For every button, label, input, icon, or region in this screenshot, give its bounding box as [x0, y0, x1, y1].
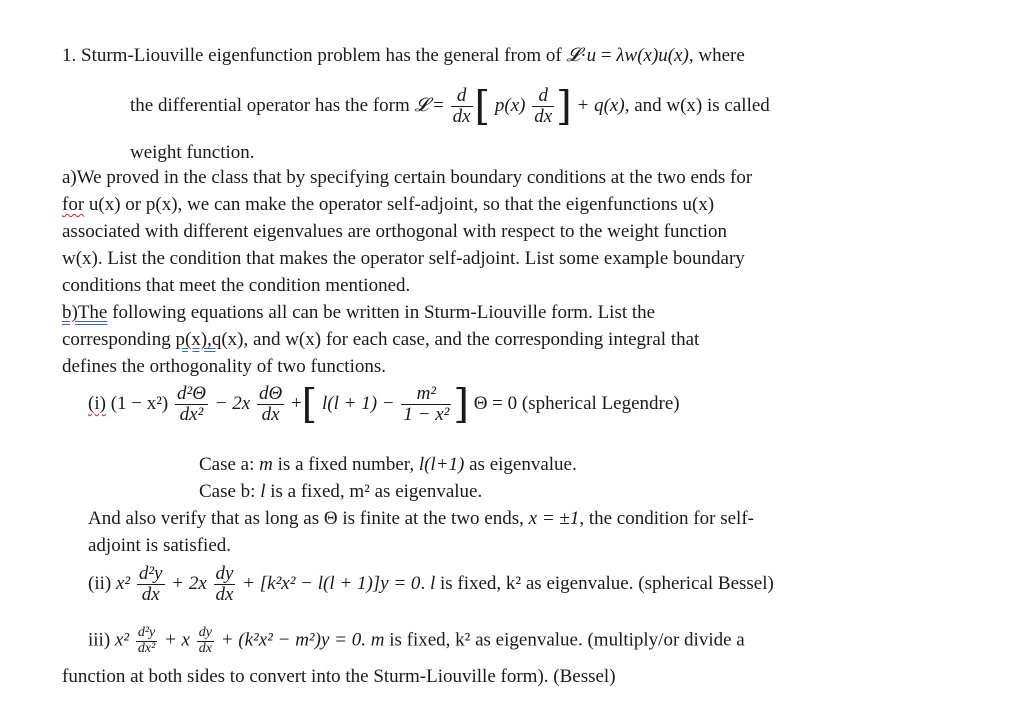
- case-a-m: m: [259, 454, 273, 475]
- part-b-line-2-post: (x), and w(x) for each case, and the corresponding integral that: [221, 329, 700, 350]
- part-b-line-1: [62, 299, 655, 326]
- part-a-line-5: conditions that meet the condition mentioned.: [62, 275, 411, 296]
- eq-ii-l: l: [429, 572, 436, 594]
- case-a: Case a: m is a fixed number, l(l+1) as eigenvalue.: [199, 454, 577, 475]
- eq-iii-label: iii): [88, 629, 115, 651]
- eq-i-name: (spherical Legendre): [517, 392, 680, 414]
- eq-iii-plus-x: + x: [163, 629, 190, 651]
- eq-ii-label: (ii): [88, 572, 116, 594]
- eq-i-l-term: l(l + 1) −: [322, 392, 395, 414]
- p-of-x: p(x): [494, 94, 526, 116]
- verify-line-2: adjoint is satisfied.: [88, 535, 232, 556]
- eq-i-left-bracket: [: [301, 381, 318, 428]
- weight-function-line: weight function.: [130, 142, 255, 163]
- q-term: + q(x): [576, 94, 625, 116]
- case-a-eigen: l(l+1): [418, 454, 465, 475]
- part-a-for-word: for: [62, 194, 85, 215]
- eq-iii-rest: + (k²x² − m²)y = 0.: [220, 629, 371, 651]
- rhs: w(x)u(x): [624, 45, 689, 66]
- eq-iii-x2: x²: [114, 629, 130, 651]
- eq-ii-first-derivative: $\frac{dy}{dx}$: [215, 563, 234, 605]
- eq-i-minus-2x: − 2x: [214, 392, 251, 414]
- eq-i-second-derivative: $\frac{\text{d²Θ}}{\text{dx²}}$: [177, 383, 206, 425]
- part-a-line-2: [62, 191, 714, 218]
- eq-iii-m: m: [370, 629, 385, 651]
- equals-2: =: [428, 94, 449, 116]
- eq-i-first-derivative: $\frac{d\Theta}{dx}$: [258, 383, 283, 425]
- part-b-pq: p(x),q: [175, 329, 222, 350]
- operator-text: the differential operator has the form: [130, 94, 415, 116]
- equals: =: [596, 45, 617, 66]
- part-b-line-3: defines the orthogonality of two functions.: [62, 356, 386, 377]
- part-b-line-1-text: following equations all can be written in Sturm-Liouville form. List the: [107, 302, 656, 323]
- operator-definition-line: [130, 83, 770, 130]
- eq-ii-second-derivative: $\frac{\text{d²y}}{dx}$: [138, 563, 163, 605]
- part-a-line-2-text: u(x) or p(x), we can make the operator self-adjoint, so that the eigenfunctions u(x): [84, 194, 715, 215]
- part-a-line-4: w(x). List the condition that makes the operator self-adjoint. List some example boundary: [62, 248, 745, 269]
- part-a-line-1: a)We proved in the class that by specifying certain boundary conditions at the two ends for: [62, 167, 753, 188]
- eq-i-plus: +: [290, 392, 302, 414]
- d-dx-fraction-inner: $\frac{d}{dx}$: [534, 85, 553, 127]
- part-b-label: b)The: [62, 302, 108, 323]
- eq-iii-second-derivative: $\frac{\text{d²y}}{\text{dx²}}$: [137, 625, 156, 656]
- operator-symbol-2: 𝓛: [414, 94, 429, 116]
- operator-symbol: 𝓛: [566, 45, 581, 66]
- operator-suffix: , and w(x) is called: [624, 94, 770, 116]
- x-plus-minus-one: x = ±1: [528, 508, 580, 529]
- eq-i-coef: (1 − x²): [110, 392, 169, 414]
- equation-ii: (ii) x² $\frac{\text{d²y}}{dx}$ + 2x $\frac{dy}{dx}$ + [k²x² − l(l + 1)]y = 0. l is fixed, k² as eigenvalue. (spherical Bessel): [88, 563, 774, 605]
- d-dx-fraction: $\frac{d}{dx}$: [452, 85, 471, 127]
- equation-iii-line-2: function at both sides to convert into the Sturm-Liouville form). (Bessel): [62, 666, 616, 687]
- eq-iii-description: is fixed, k² as eigenvalue. (multiply/or divide a: [384, 629, 745, 651]
- theta-symbol: Θ: [323, 508, 338, 529]
- eq-iii-first-derivative: $\frac{dy}{dx}$: [198, 625, 212, 656]
- equation-i: [88, 381, 680, 428]
- lambda: λ: [616, 45, 625, 66]
- dot-operator: ·: [580, 45, 587, 66]
- part-a-line-3: associated with different eigenvalues are orthogonal with respect to the weight function: [62, 221, 727, 242]
- part-b-line-2: [62, 326, 699, 353]
- case-b: Case b: l is a fixed, m² as eigenvalue.: [199, 481, 483, 502]
- equation-iii: [88, 626, 745, 656]
- eq-i-tail: Θ = 0: [473, 392, 518, 414]
- intro-text: 1. Sturm-Liouville eigenfunction problem has the general from of: [62, 45, 567, 66]
- eq-i-m-fraction: $\frac{\text{m²}}{\text{1 − x²}}$: [403, 383, 450, 425]
- eq-i-right-bracket: ]: [453, 381, 469, 428]
- eq-ii-plus-2x: + 2x: [171, 572, 207, 594]
- problem-intro-line: [62, 42, 745, 69]
- intro-suffix: , where: [688, 45, 745, 66]
- eq-ii-bracket: + [k²x² − l(l + 1)]y = 0: [242, 572, 421, 594]
- eq-ii-description: is fixed, k² as eigenvalue. (spherical Bessel): [435, 572, 774, 594]
- right-bracket: ]: [556, 83, 572, 130]
- left-bracket: [: [474, 83, 491, 130]
- u-var: u: [586, 45, 597, 66]
- case-b-l: l: [260, 481, 266, 502]
- verify-line-1: And also verify that as long as Θ is finite at the two ends, x = ±1, the condition for self-: [88, 508, 754, 529]
- part-b-line-2-pre: corresponding: [62, 329, 176, 350]
- eq-ii-x2: x²: [115, 572, 131, 594]
- eq-i-label: (i): [88, 392, 106, 414]
